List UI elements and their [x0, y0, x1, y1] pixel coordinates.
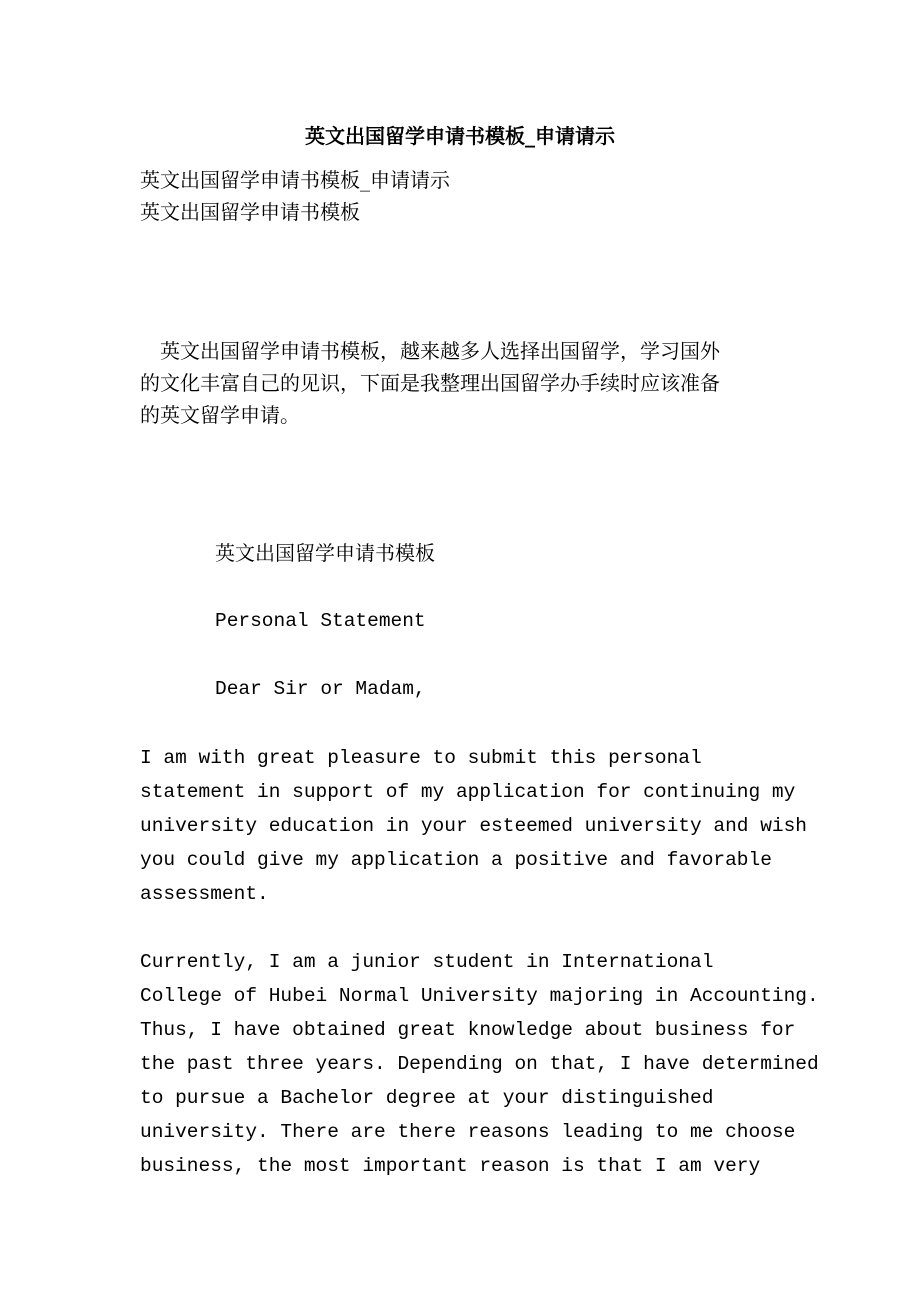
paragraph-line: Thus, I have obtained great knowledge about business for: [140, 1019, 796, 1041]
body-paragraph-2: [140, 945, 820, 1183]
paragraph-line: the past three years. Depending on that, I have determined: [140, 1053, 819, 1075]
intro-line: 的英文留学申请。: [140, 403, 300, 427]
paragraph-line: I am with great pleasure to submit this personal: [140, 747, 702, 769]
section-title: 英文出国留学申请书模板: [215, 541, 435, 565]
paragraph-line: you could give my application a positive and favorable: [140, 849, 772, 871]
intro-line: 的文化丰富自己的见识，下面是我整理出国留学办手续时应该准备: [140, 371, 720, 395]
subtitle-line-1: 英文出国留学申请书模板_申请请示: [140, 168, 450, 192]
paragraph-line: statement in support of my application for continuing my: [140, 781, 796, 803]
paragraph-line: to pursue a Bachelor degree at your distinguished: [140, 1087, 714, 1109]
subtitle-line-2: 英文出国留学申请书模板: [140, 200, 360, 224]
statement-heading: Personal Statement: [215, 610, 426, 632]
document-title: 英文出国留学申请书模板_申请请示: [305, 124, 615, 148]
salutation: Dear Sir or Madam,: [215, 678, 426, 700]
intro-line: 英文出国留学申请书模板，越来越多人选择出国留学，学习国外: [140, 339, 720, 363]
paragraph-line: assessment.: [140, 883, 269, 905]
paragraph-line: university education in your esteemed university and wish: [140, 815, 808, 837]
paragraph-line: university. There are there reasons leading to me choose: [140, 1121, 796, 1143]
paragraph-line: business, the most important reason is that I am very: [140, 1155, 761, 1177]
paragraph-line: College of Hubei Normal University majoring in Accounting.: [140, 985, 819, 1007]
body-paragraph-1: [140, 741, 820, 911]
intro-paragraph: [140, 335, 790, 431]
paragraph-line: Currently, I am a junior student in International: [140, 951, 714, 973]
